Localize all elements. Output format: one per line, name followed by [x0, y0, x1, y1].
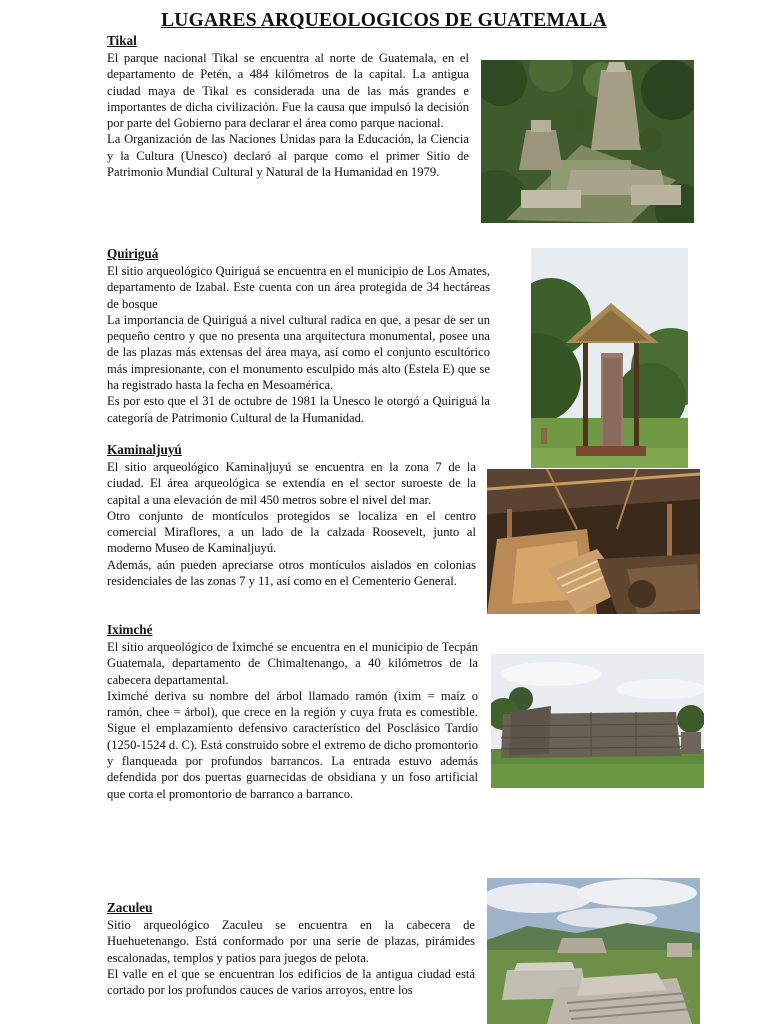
section-body-zaculeu: [107, 917, 475, 998]
kaminaljuyu-photo: [487, 469, 700, 614]
section-heading-tikal: Tikal: [107, 33, 137, 48]
section-heading-zaculeu: Zaculeu: [107, 900, 153, 915]
paragraph: El sitio arqueológico Quiriguá se encuentra en el municipio de Los Amates, departamento de Izabal. Este cuenta con un área protegida de 34 hectáreas de bosque: [107, 264, 490, 311]
paragraph: El valle en el que se encuentran los edificios de la antigua ciudad está cortado por los profundos cauces de varios arroyos, entre los: [107, 966, 475, 998]
quirigua-photo: [531, 248, 688, 468]
tikal-photo: [481, 60, 694, 223]
paragraph: El sitio arqueológico Kaminaljuyú se encuentra en la zona 7 de la ciudad. El área arqueológica se extendía en el sector suroeste de la capital a una elevación de mil 450 metros sobre el nivel del mar.: [107, 460, 476, 507]
section-heading-kaminaljuyu: Kaminaljuyú: [107, 442, 182, 457]
paragraph: El sitio arqueológico de Iximché se encuentra en el municipio de Tecpán Guatemala, departamento de Chimaltenango, a 40 kilómetros de la cabecera departamental.: [107, 640, 478, 687]
paragraph: Además, aún pueden apreciarse otros montículos aislados en colonias residenciales de las zonas 7 y 11, así como en el Cementerio General.: [107, 557, 476, 589]
paragraph: Otro conjunto de montículos protegidos se localiza en el centro comercial Miraflores, a un lado de la calzada Roosevelt, junto al moderno Museo de Kaminaljuyú.: [107, 508, 476, 556]
section-body-iximche: [107, 639, 478, 802]
section-body-tikal: [107, 50, 469, 180]
paragraph: La Organización de las Naciones Unidas para la Educación, la Ciencia y la Cultura (Unesco) declaró al parque como el primer Sitio de Patrimonio Mundial Cultural y Natural de la Humanidad en 1979.: [107, 132, 469, 180]
page-title: LUGARES ARQUEOLOGICOS DE GUATEMALA: [161, 10, 607, 31]
paragraph: El parque nacional Tikal se encuentra al norte de Guatemala, en el departamento de Petén, a 484 kilómetros de la capital. La antigua ciudad maya de Tikal es considerada una de las más grandes e importantes de dicha civilización. Fue la causa que impulsó la decisión por parte del Gobierno para declarar el área como parque nacional.: [107, 51, 469, 131]
section-body-kaminaljuyu: [107, 459, 476, 589]
section-heading-quirigua: Quiriguá: [107, 246, 159, 261]
paragraph: Sitio arqueológico Zaculeu se encuentra en la cabecera de Huehuetenango. Está conformado por una serie de plazas, pirámides escalonadas, templos y patios para juegos de pelota.: [107, 918, 475, 965]
paragraph: Es por esto que el 31 de octubre de 1981 la Unesco le otorgó a Quiriguá la categoría de Patrimonio Cultural de la Humanidad.: [107, 394, 490, 425]
paragraph: La importancia de Quiriguá a nivel cultural radica en que, a pesar de ser un pequeño centro y que no presenta una arquitectura monumental, posee una de las plazas más extensas del área maya, así como el conjunto escultórico más impresionante, con el monumento esculpido más alto (Estela E) que se ha registrado hasta la fecha en Mesoamérica.: [107, 312, 490, 393]
section-body-quirigua: [107, 263, 490, 426]
zaculeu-photo: [487, 878, 700, 1024]
iximche-photo: [491, 654, 704, 788]
paragraph: Iximché deriva su nombre del árbol llamado ramón (ixim = maíz o ramón, chee = árbol), que crece en la región y cuya fruta es comestible. Sigue el emplazamiento defensivo característico del Posclásico Tardío (1250-1524 d. C). Está construido sobre el extremo de dicho promontorio y flanqueada por profundos barrancos. La entrada estuvo además defendida por dos puertas guarnecidas de obsidiana y un foso artificial que corta el promontorio de barranco a barranco.: [107, 688, 478, 801]
section-heading-iximche: Iximché: [107, 622, 153, 637]
